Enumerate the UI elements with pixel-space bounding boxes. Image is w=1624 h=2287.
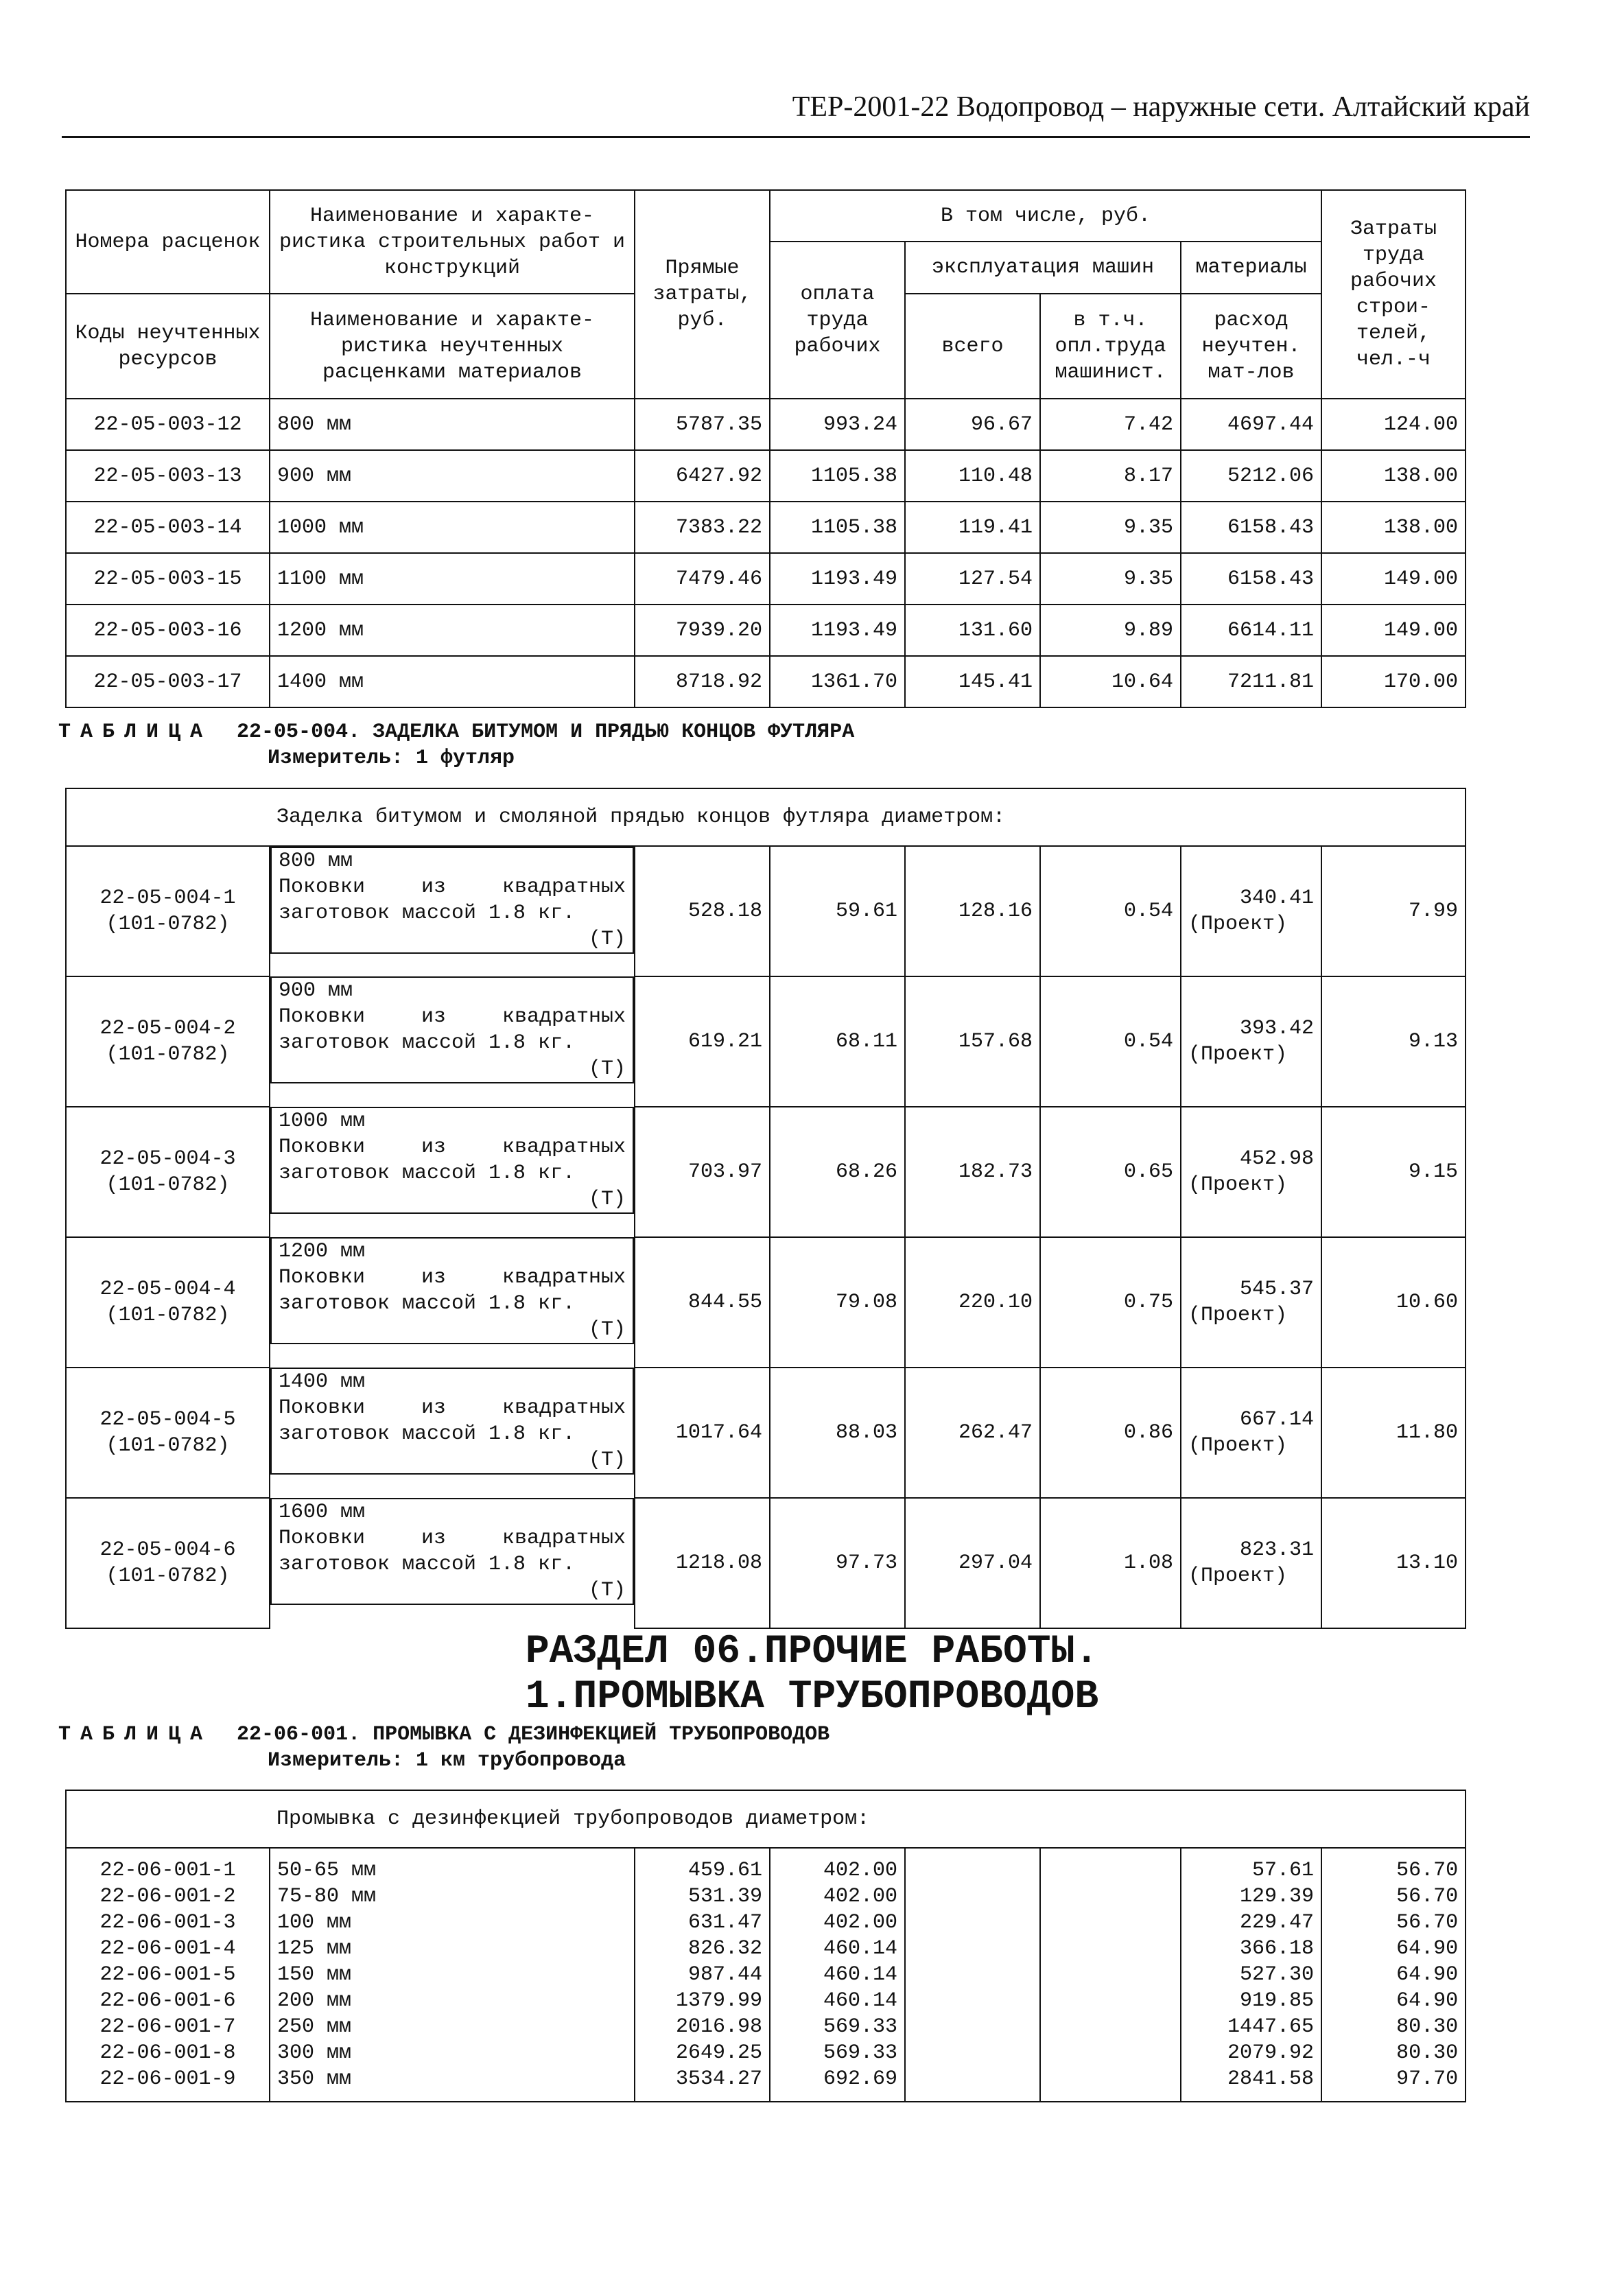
table-row [66,1498,1466,1628]
machines-total: 128.16 [905,846,1040,976]
materials: 919.85 [1239,1989,1314,2013]
direct-cost: 703.97 [635,1107,770,1237]
work-name: 1100 мм [270,553,635,605]
material-name-line2: заготовок массой 1.8 кг. [279,1031,576,1055]
work-name-cell [270,1237,634,1344]
work-name-cell [270,1368,634,1475]
col-numbers: Номера расценок [66,190,270,294]
material-name-line1 [279,1265,626,1291]
machines-total: 119.41 [905,502,1040,553]
work-name: 800 мм [279,849,353,873]
project-note: (Проект) [1188,1173,1288,1197]
resource-code: (101-0782) [106,1043,230,1066]
column-header-table [65,189,1466,399]
labor-hours: 9.15 [1321,1107,1466,1237]
table-22-06-001 [65,1790,1466,2102]
direct-cost: 3534.27 [675,2067,762,2091]
rate-code: 22-05-004-2 [99,1017,236,1040]
labor-pay: 68.11 [770,976,905,1107]
table-title: 22-06-001. ПРОМЫВКА С ДЕЗИНФЕКЦИЕЙ ТРУБОПРОВОДОВ [237,1723,830,1746]
material-name-word: Поковки [279,1136,366,1159]
project-note: (Проект) [1188,1043,1288,1066]
rate-code: 22-05-004-5 [99,1408,236,1431]
material-name-word: квадратных [502,1136,626,1159]
col-labor-hours: Затраты труда рабочих строи- телей, чел.-ч [1321,190,1466,399]
direct-cost: 6427.92 [635,450,770,502]
work-name: 300 мм [277,2041,352,2065]
work-name-cell [270,1498,634,1605]
machines-total-column [905,1848,1040,2102]
material-name-word: Поковки [279,876,366,899]
col-codes: Коды неучтенных ресурсов [66,294,270,399]
material-unit: (Т) [588,1188,626,1211]
material-name-word: из [421,876,446,899]
table-unit: Измеритель: 1 км трубопровода [268,1749,626,1772]
rate-code: 22-05-003-15 [66,553,270,605]
labor-pay: 460.14 [823,1937,897,1960]
work-name: 900 мм [279,979,353,1002]
pay-column [770,1848,905,2102]
machines-operator-pay: 9.89 [1040,605,1181,656]
machines-operator-pay: 7.42 [1040,399,1181,450]
table-row [66,502,1466,553]
labor-hours: 149.00 [1321,553,1466,605]
labor-hours: 149.00 [1321,605,1466,656]
material-name-line1 [279,1004,626,1030]
labor-hours: 64.90 [1396,1963,1459,1986]
labor-hours: 97.70 [1396,2067,1459,2091]
material-name-word: квадратных [502,876,626,899]
labor-pay: 97.73 [770,1498,905,1628]
labor-hours: 56.70 [1396,1885,1459,1908]
direct-column [635,1848,770,2102]
materials-cell [1181,1498,1321,1628]
table-row [66,846,1466,976]
machines-incl-column [1040,1848,1181,2102]
labor-hours: 64.90 [1396,1937,1459,1960]
materials-cell [1181,1368,1321,1498]
work-name: 150 мм [277,1963,352,1986]
materials: 2841.58 [1227,2067,1314,2091]
work-name-cell [270,976,634,1083]
table-unit: Измеритель: 1 футляр [268,747,515,770]
direct-cost: 528.18 [635,846,770,976]
col-machines: эксплуатация машин [905,242,1181,294]
material-name-line1 [279,1395,626,1421]
direct-cost: 5787.35 [635,399,770,450]
table-title: 22-05-004. ЗАДЕЛКА БИТУМОМ И ПРЯДЬЮ КОНЦОВ ФУТЛЯРА [237,720,855,744]
direct-cost: 631.47 [687,1911,762,1934]
direct-cost: 619.21 [635,976,770,1107]
names-column [270,1848,635,2102]
labor-pay: 1361.70 [770,656,905,707]
material-unit: (Т) [588,1449,626,1472]
labor-hours: 64.90 [1396,1989,1459,2013]
direct-cost: 7383.22 [635,502,770,553]
col-machines-total: всего [905,294,1040,399]
material-name-word: из [421,1527,446,1550]
rate-code: 22-06-001-3 [99,1911,236,1934]
materials: 229.47 [1239,1911,1314,1934]
machines-operator-pay: 0.75 [1040,1237,1181,1368]
materials: 366.18 [1239,1937,1314,1960]
materials: 340.41 [1239,887,1314,910]
direct-cost: 531.39 [687,1885,762,1908]
labor-pay: 79.08 [770,1237,905,1368]
rate-code: 22-05-003-14 [66,502,270,553]
rate-code: 22-05-003-12 [66,399,270,450]
rate-code: 22-05-004-3 [99,1147,236,1171]
materials: 393.42 [1239,1017,1314,1040]
section-title-line2: 1.ПРОМЫВКА ТРУБОПРОВОДОВ [525,1675,1099,1720]
materials: 527.30 [1239,1963,1314,1986]
material-name-word: Поковки [279,1005,366,1029]
materials: 6614.11 [1181,605,1321,656]
labor-pay: 1105.38 [770,502,905,553]
labor-hours: 7.99 [1321,846,1466,976]
labor-hours: 80.30 [1396,2041,1459,2065]
work-name: 1200 мм [270,605,635,656]
material-name-line1 [279,1134,626,1160]
material-name-line2: заготовок массой 1.8 кг. [279,1162,576,1185]
direct-cost: 8718.92 [635,656,770,707]
col-name-bottom: Наименование и характе- ристика неучтенных расценками материалов [270,294,635,399]
direct-cost: 826.32 [687,1937,762,1960]
labor-hours: 80.30 [1396,2015,1459,2039]
section-title [0,1630,1624,1720]
materials: 6158.43 [1181,502,1321,553]
rate-code: 22-05-003-16 [66,605,270,656]
col-including: В том числе, руб. [770,190,1321,242]
machines-operator-pay: 0.54 [1040,976,1181,1107]
machines-total: 96.67 [905,399,1040,450]
section-title-line1: РАЗДЕЛ 06.ПРОЧИЕ РАБОТЫ. [525,1630,1099,1674]
labor-hours: 138.00 [1321,502,1466,553]
rate-code-cell [66,1237,270,1368]
machines-total: 297.04 [905,1498,1040,1628]
labor-hours: 138.00 [1321,450,1466,502]
rate-code-cell [66,1368,270,1498]
material-unit: (Т) [588,1318,626,1341]
labor-pay: 1193.49 [770,605,905,656]
resource-code: (101-0782) [106,1564,230,1588]
col-direct: Прямые затраты, руб. [635,190,770,399]
machines-operator-pay: 10.64 [1040,656,1181,707]
col-materials: материалы [1181,242,1321,294]
machines-operator-pay: 9.35 [1040,502,1181,553]
materials: 2079.92 [1227,2041,1314,2065]
work-name: 75-80 мм [277,1885,377,1908]
work-name: 1000 мм [279,1110,366,1133]
material-name-word: Поковки [279,1396,366,1420]
machines-total: 131.60 [905,605,1040,656]
labor-hours: 170.00 [1321,656,1466,707]
table-row [66,1368,1466,1498]
work-name: 50-65 мм [277,1859,377,1882]
direct-cost: 987.44 [687,1963,762,1986]
rate-code: 22-06-001-4 [99,1937,236,1960]
table-22-05-003 [65,398,1466,708]
materials: 1447.65 [1227,2015,1314,2039]
labor-pay: 460.14 [823,1963,897,1986]
machines-total: 220.10 [905,1237,1040,1368]
labor-hours: 124.00 [1321,399,1466,450]
labor-pay: 993.24 [770,399,905,450]
rate-code: 22-05-003-13 [66,450,270,502]
direct-cost: 1017.64 [635,1368,770,1498]
table-row [66,450,1466,502]
machines-operator-pay: 0.65 [1040,1107,1181,1237]
work-name: 100 мм [277,1911,352,1934]
materials: 57.61 [1251,1859,1314,1882]
rate-code: 22-05-003-17 [66,656,270,707]
labor-pay: 692.69 [823,2067,897,2091]
rate-code: 22-06-001-1 [99,1859,236,1882]
rate-code-cell [66,846,270,976]
codes-column [66,1848,270,2102]
machines-total: 145.41 [905,656,1040,707]
labor-pay: 402.00 [823,1911,897,1934]
direct-cost: 7479.46 [635,553,770,605]
labor-pay: 1193.49 [770,553,905,605]
materials: 6158.43 [1181,553,1321,605]
table-row [66,976,1466,1107]
labor-pay: 1105.38 [770,450,905,502]
rate-code: 22-06-001-6 [99,1989,236,2013]
machines-total: 182.73 [905,1107,1040,1237]
table-caption-22-06-001 [58,1723,829,1772]
material-unit: (Т) [588,1057,626,1081]
labor-pay: 569.33 [823,2015,897,2039]
direct-cost: 1218.08 [635,1498,770,1628]
materials: 667.14 [1239,1408,1314,1431]
direct-cost: 7939.20 [635,605,770,656]
materials: 545.37 [1239,1278,1314,1301]
materials-column [1181,1848,1321,2102]
labor-pay: 402.00 [823,1859,897,1882]
material-name-word: квадратных [502,1005,626,1029]
materials: 7211.81 [1181,656,1321,707]
project-note: (Проект) [1188,913,1288,936]
direct-cost: 459.61 [687,1859,762,1882]
project-note: (Проект) [1188,1304,1288,1327]
labor-pay: 88.03 [770,1368,905,1498]
table-row [66,656,1466,707]
material-name-word: из [421,1136,446,1159]
col-materials-sub: расход неучтен. мат-лов [1181,294,1321,399]
material-name-line2: заготовок массой 1.8 кг. [279,1422,576,1446]
labor-pay: 402.00 [823,1885,897,1908]
material-name-word: квадратных [502,1266,626,1289]
material-name-word: из [421,1005,446,1029]
project-note: (Проект) [1188,1564,1288,1588]
labor-hours: 10.60 [1321,1237,1466,1368]
work-name-cell [270,1107,634,1214]
table-lead-text: Заделка битумом и смоляной прядью концов футляра диаметром: [270,788,1466,846]
materials-cell [1181,976,1321,1107]
machines-total: 262.47 [905,1368,1040,1498]
work-name: 1600 мм [279,1501,366,1524]
rate-code: 22-05-004-6 [99,1538,236,1562]
materials: 823.31 [1239,1538,1314,1562]
material-name-word: из [421,1396,446,1420]
material-name-line2: заготовок массой 1.8 кг. [279,1292,576,1315]
labor-hours: 13.10 [1321,1498,1466,1628]
rate-code: 22-05-004-4 [99,1278,236,1301]
table-row [66,553,1466,605]
machines-total: 157.68 [905,976,1040,1107]
table-row [66,399,1466,450]
labor-pay: 59.61 [770,846,905,976]
rate-code: 22-06-001-5 [99,1963,236,1986]
table-row [66,605,1466,656]
materials-cell [1181,846,1321,976]
machines-total: 110.48 [905,450,1040,502]
running-header [62,88,1530,138]
material-name-word: Поковки [279,1266,366,1289]
material-name-word: из [421,1266,446,1289]
materials: 5212.06 [1181,450,1321,502]
table-caption-22-05-004 [58,720,854,770]
work-name: 1000 мм [270,502,635,553]
work-name: 1400 мм [270,656,635,707]
resource-code: (101-0782) [106,1173,230,1197]
labor-pay: 569.33 [823,2041,897,2065]
work-name: 125 мм [277,1937,352,1960]
machines-operator-pay: 0.54 [1040,846,1181,976]
machines-operator-pay: 9.35 [1040,553,1181,605]
work-name: 1400 мм [279,1370,366,1394]
materials: 452.98 [1239,1147,1314,1171]
labor-pay: 68.26 [770,1107,905,1237]
materials-cell [1181,1107,1321,1237]
work-name: 800 мм [270,399,635,450]
machines-total: 127.54 [905,553,1040,605]
running-header-text: ТЕР-2001-22 Водопровод – наружные сети. Алтайский край [792,91,1530,123]
material-name-word: квадратных [502,1396,626,1420]
table-tag: ТАБЛИЦА [58,1723,213,1746]
table-22-05-004 [65,788,1466,1629]
direct-cost: 1379.99 [675,1989,762,2013]
col-name-top: Наименование и характе- ристика строительных работ и конструкций [270,190,635,294]
material-name-line1 [279,1525,626,1551]
rate-code-cell [66,1107,270,1237]
rate-code: 22-06-001-8 [99,2041,236,2065]
material-unit: (Т) [588,1579,626,1602]
labor-hours: 11.80 [1321,1368,1466,1498]
direct-cost: 844.55 [635,1237,770,1368]
rate-code: 22-06-001-9 [99,2067,236,2091]
rate-code: 22-06-001-2 [99,1885,236,1908]
resource-code: (101-0782) [106,1304,230,1327]
rate-code-cell [66,1498,270,1628]
direct-cost: 2016.98 [675,2015,762,2039]
table-tag: ТАБЛИЦА [58,720,213,744]
materials-cell [1181,1237,1321,1368]
materials: 129.39 [1239,1885,1314,1908]
work-name: 900 мм [270,450,635,502]
machines-operator-pay: 1.08 [1040,1498,1181,1628]
hours-column [1321,1848,1466,2102]
table-lead-text: Промывка с дезинфекцией трубопроводов диаметром: [270,1790,1466,1848]
material-name-line2: заготовок массой 1.8 кг. [279,902,576,925]
material-name-word: Поковки [279,1527,366,1550]
direct-cost: 2649.25 [675,2041,762,2065]
col-labor-pay: оплата труда рабочих [770,242,905,399]
resource-code: (101-0782) [106,1434,230,1457]
labor-hours: 9.13 [1321,976,1466,1107]
col-machines-incl: в т.ч. опл.труда машинист. [1040,294,1181,399]
project-note: (Проект) [1188,1434,1288,1457]
material-name-line2: заготовок массой 1.8 кг. [279,1553,576,1576]
table-row [66,1107,1466,1237]
resource-code: (101-0782) [106,913,230,936]
rate-code-cell [66,976,270,1107]
labor-hours: 56.70 [1396,1859,1459,1882]
work-name: 200 мм [277,1989,352,2013]
material-name-word: квадратных [502,1527,626,1550]
materials: 4697.44 [1181,399,1321,450]
work-name: 1200 мм [279,1240,366,1263]
rate-code: 22-06-001-7 [99,2015,236,2039]
material-unit: (Т) [588,928,626,951]
table-row [66,1237,1466,1368]
machines-operator-pay: 0.86 [1040,1368,1181,1498]
rate-code: 22-05-004-1 [99,887,236,910]
labor-hours: 56.70 [1396,1911,1459,1934]
labor-pay: 460.14 [823,1989,897,2013]
work-name-cell [270,847,634,954]
work-name: 350 мм [277,2067,352,2091]
machines-operator-pay: 8.17 [1040,450,1181,502]
work-name: 250 мм [277,2015,352,2039]
material-name-line1 [279,874,626,900]
